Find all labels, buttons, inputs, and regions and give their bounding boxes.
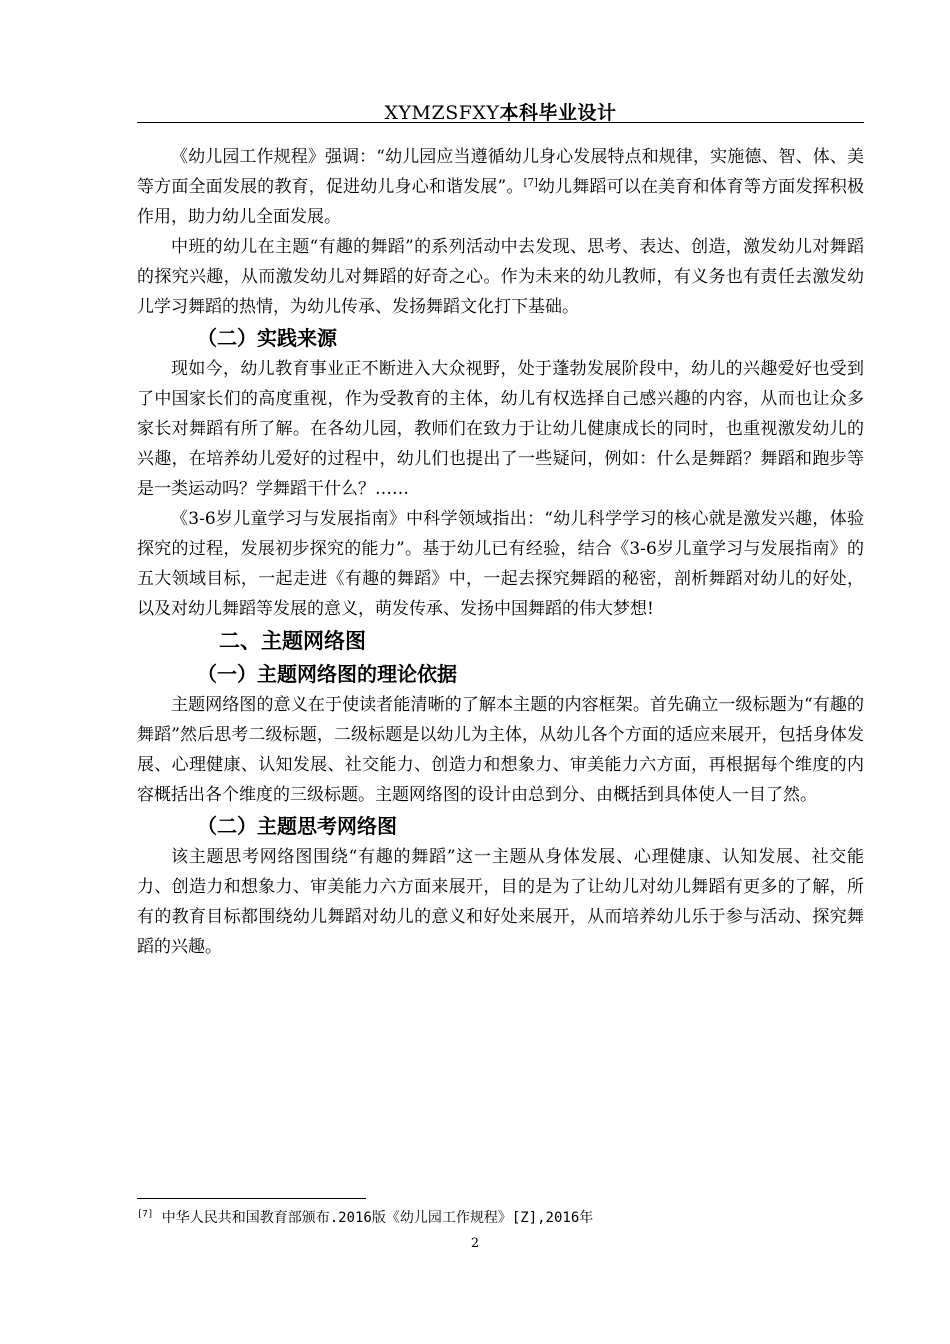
heading-theme-network: 二、主题网络图 (219, 629, 366, 653)
citation-ref: [7] (523, 177, 538, 189)
paragraph-thinking-map: 该主题思考网络图围绕“有趣的舞蹈”这一主题从身体发展、心理健康、认知发展、社交能力、创造力和想象力、审美能力六方面来展开，目的是为了让幼儿对幼儿舞蹈有更多的了解，所有的教育目标都围绕幼儿舞蹈对幼儿的意义和好处来展开，从而培养幼儿乐于参与活动、探究舞蹈的兴趣。 (137, 847, 864, 957)
header-latin: XYMZSFXY (384, 102, 500, 124)
header-title: 本科毕业设计 (499, 102, 617, 124)
heading-thinking-map: （二）主题思考网络图 (197, 814, 397, 838)
paragraph-text: 《幼儿园工作规程》强调：“幼儿园应当遵循幼儿身心发展特点和规律，实施德、智、体、美等方面全面发展的教育，促进幼儿身心和谐发展”。 (137, 147, 864, 197)
paragraph-learning-guide: 《3-6岁儿童学习与发展指南》中科学领域指出：“幼儿科学学习的核心就是激发兴趣，体验探究的过程，发展初步探究的能力”。基于幼儿已有经验，结合《3-6岁儿童学习与发展指南》的五大领域目标，一起走进《有趣的舞蹈》中，一起去探究舞蹈的秘密，剖析舞蹈对幼儿的好处，以及对幼儿舞蹈等发展的意义，萌发传承、发扬中国舞蹈的伟大梦想! (137, 509, 864, 619)
footnote-mark: [7] (137, 1209, 154, 1220)
header-divider (137, 122, 864, 123)
page-number: 2 (470, 1236, 480, 1251)
paragraph-text: 幼儿舞蹈可以在美育和体育等方面发挥积极作用，助力幼儿全面发展。 (137, 177, 864, 227)
footnote-text: 中华人民共和国教育部颁布.2016版《幼儿园工作规程》[Z],2016年 (153, 1210, 594, 1226)
paragraph-network-meaning: 主题网络图的意义在于使读者能清晰的了解本主题的内容框架。首先确立一级标题为“有趣的舞蹈”然后思考二级标题，二级标题是以幼儿为主体，从幼儿各个方面的适应来展开，包括身体发展、心理健康、认知发展、社交能力、创造力和想象力、审美能力六方面，再根据每个维度的内容概括出各个维度的三级标题。主题网络图的设计由总到分、由概括到具体使人一目了然。 (137, 695, 864, 805)
footnote (137, 1207, 593, 1227)
paragraph-middle-class: 中班的幼儿在主题“有趣的舞蹈”的系列活动中去发现、思考、表达、创造，激发幼儿对舞蹈的探究兴趣，从而激发幼儿对舞蹈的好奇之心。作为未来的幼儿教师，有义务也有责任去激发幼儿学习舞蹈的热情，为幼儿传承、发扬舞蹈文化打下基础。 (137, 237, 864, 317)
paragraph-kindergarten-regulations (137, 142, 864, 232)
heading-theory-basis: （一）主题网络图的理论依据 (197, 662, 457, 686)
footnote-divider (137, 1198, 366, 1199)
page-header (137, 98, 864, 125)
document-body (137, 142, 864, 962)
heading-practice-source: （二）实践来源 (197, 326, 337, 350)
paragraph-current-status: 现如今，幼儿教育事业正不断进入大众视野，处于蓬勃发展阶段中，幼儿的兴趣爱好也受到了中国家长们的高度重视，作为受教育的主体，幼儿有权选择自己感兴趣的内容，从而也让众多家长对舞蹈有所了解。在各幼儿园，教师们在致力于让幼儿健康成长的同时，也重视激发幼儿的兴趣，在培养幼儿爱好的过程中，幼儿们也提出了一些疑问，例如：什么是舞蹈？舞蹈和跑步等是一类运动吗？学舞蹈干什么？…… (137, 359, 864, 499)
